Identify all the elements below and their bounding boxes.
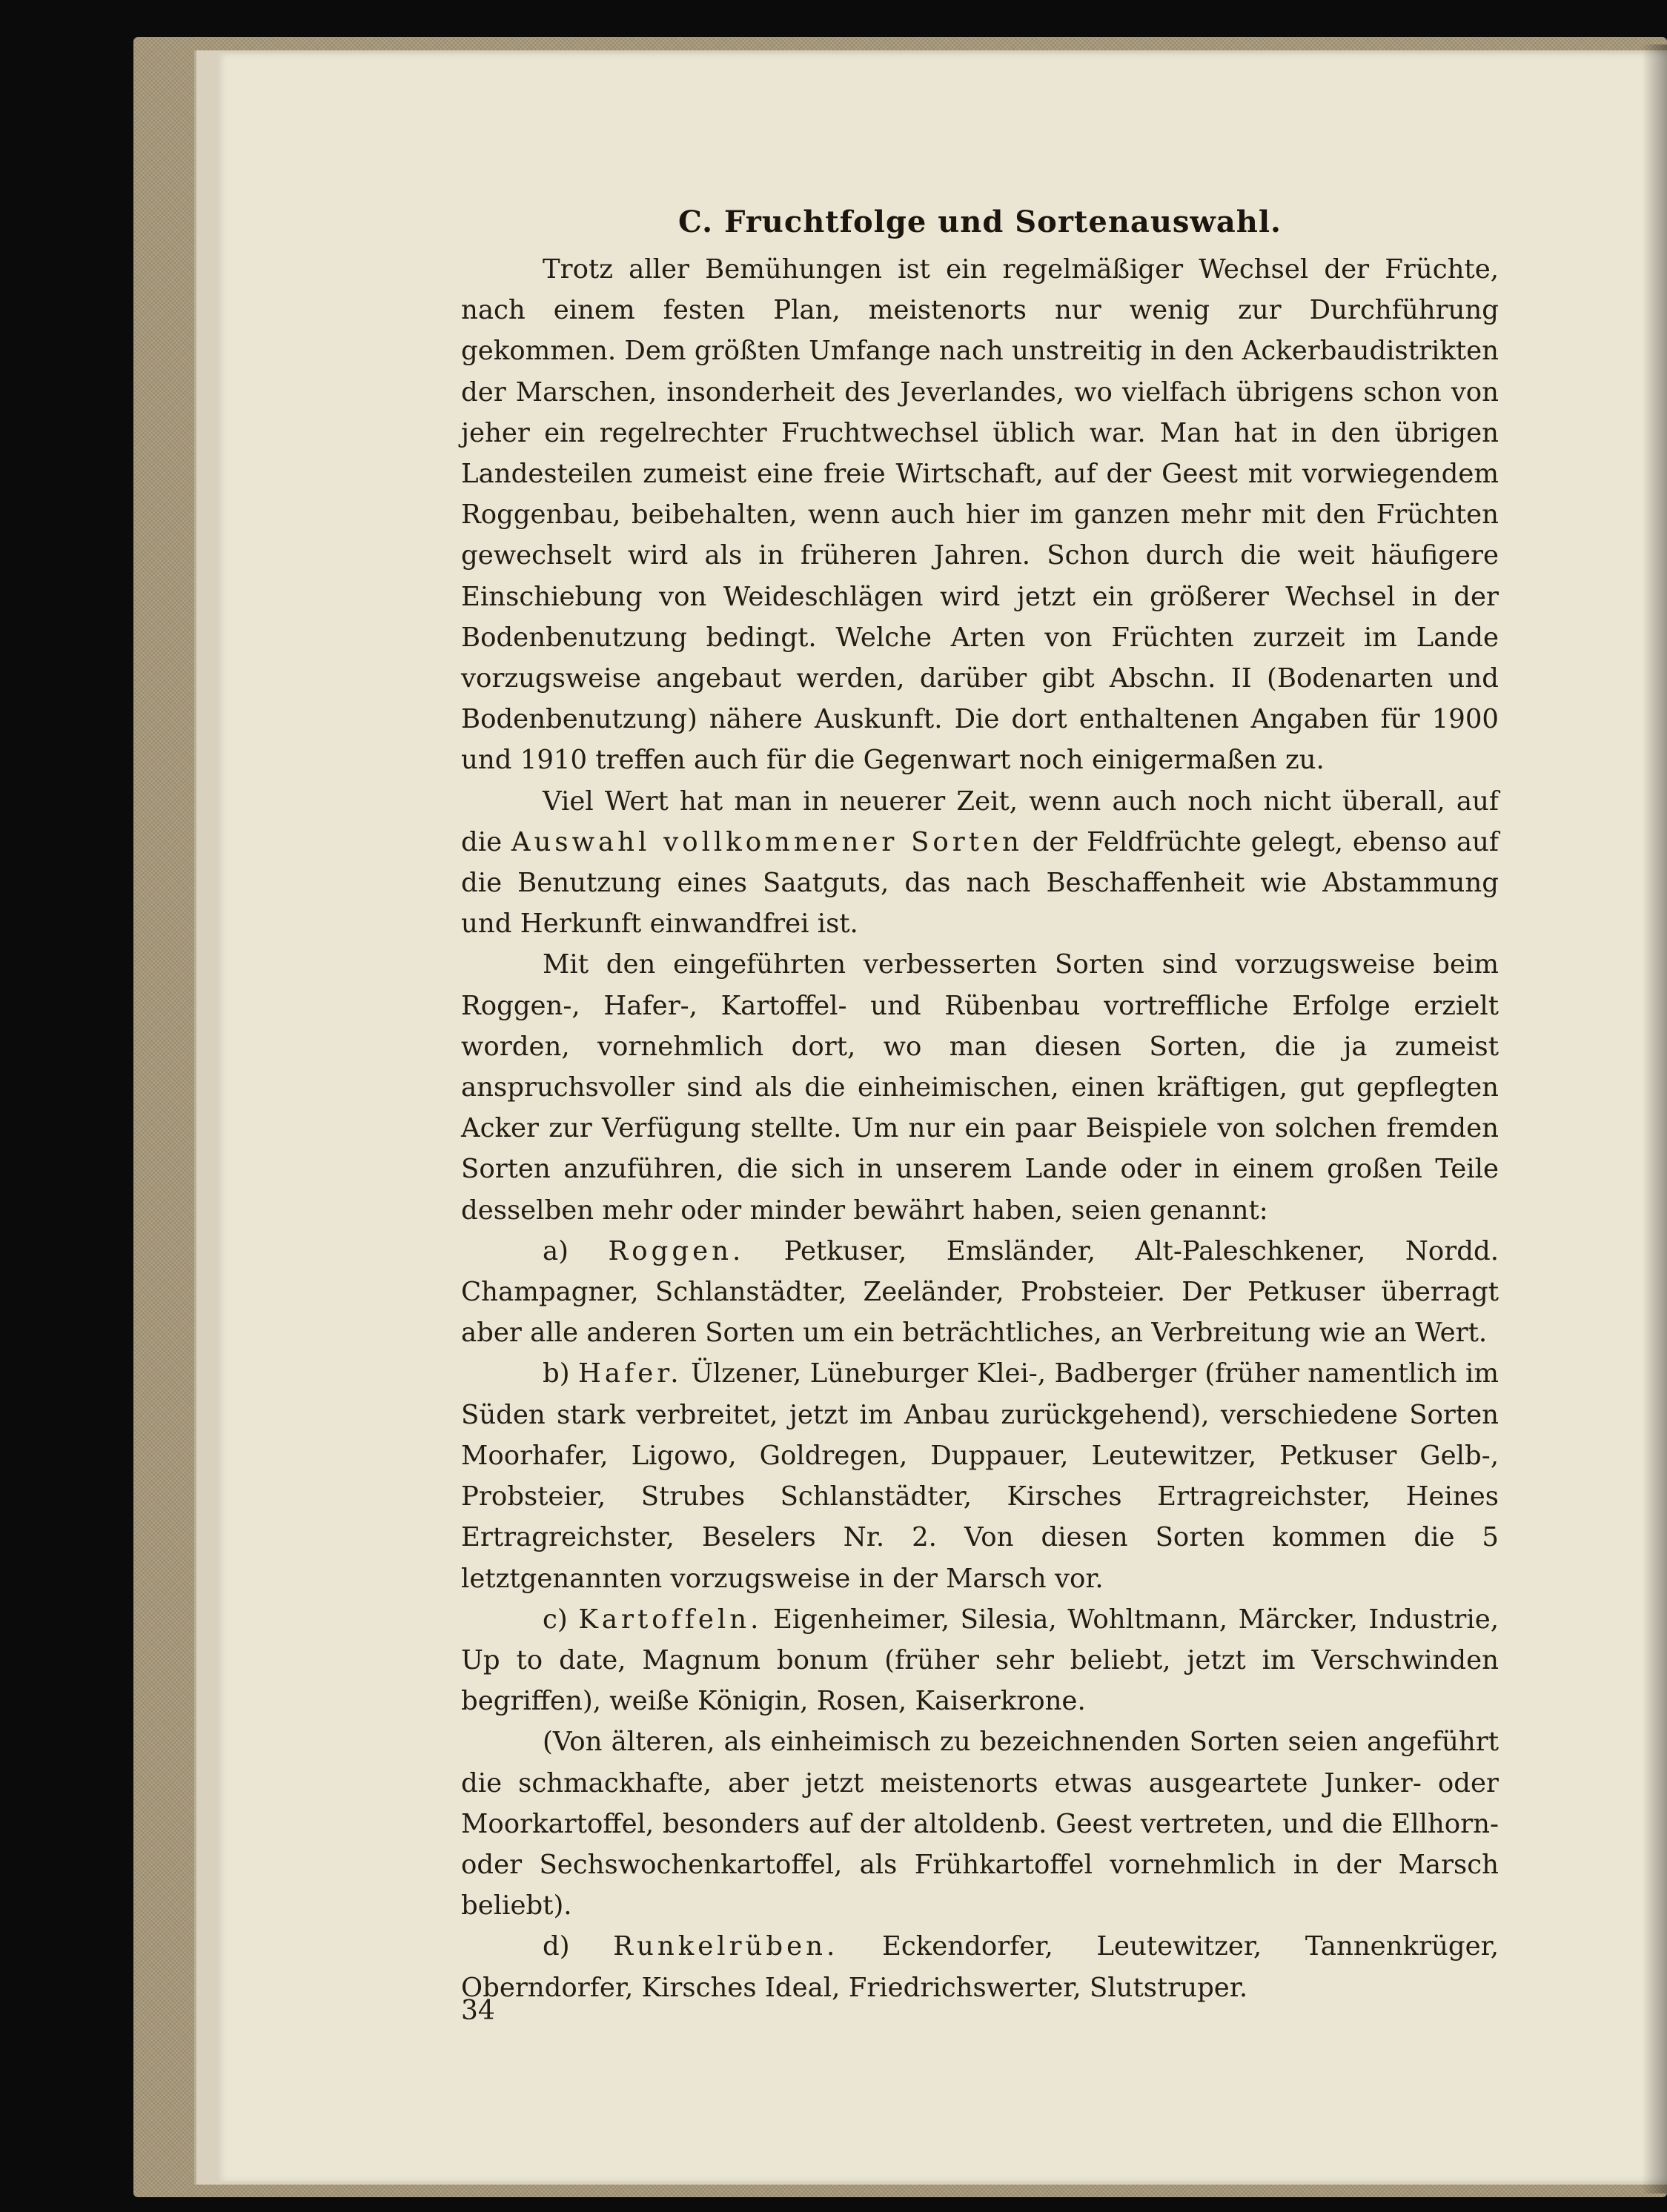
list-text: Eckendorfer, Leutewitzer, Tannenkrüger, Oberndorfer, Kirsches Ideal, Friedrichswerter, Slutstruper. [461,1931,1499,2003]
paragraph-erfolge [461,944,1499,1230]
paragraph-text: Trotz aller Bemühungen ist ein regelmäßiger Wechsel der Früchte, nach einem festen Plan, meistenorts nur wenig zur Durchführung gekommen. Dem größten Umfange nach unstreitig in den Ackerbaudistrikten der Marschen, insonderheit des Jeverlandes, wo vielfach übrigens schon von jeher ein regelrechter Fruchtwechsel üblich war. Man hat in den übrigen Landesteilen zumeist eine freie Wirtschaft, auf der Geest mit vorwiegendem Roggenbau, beibehalten, wenn auch hier im ganzen mehr mit den Früchten gewechselt wird als in früheren Jahren. Schon durch die weit häufigere Einschiebung von Weideschlägen wird jetzt ein größerer Wechsel in der Bodenbenutzung bedingt. Welche Arten von Früchten zurzeit im Lande vorzugsweise angebaut werden, darüber gibt Abschn. II (Bodenarten und Bodenbenutzung) nähere Auskunft. Die dort enthaltenen Angaben für 1900 und 1910 treffen auch für die Gegenwart noch einigermaßen zu. [461,254,1499,776]
list-term: Kartoffeln. [578,1604,763,1635]
list-term: Hafer. [577,1358,683,1389]
paragraph-text: Mit den eingeführten verbesserten Sorten sind vorzugsweise beim Roggen-, Hafer-, Kartoffel- und Rübenbau vortreffliche Erfolge erzielt worden, vornehmlich dort, wo man diesen Sorten, die ja zumeist anspruchsvoller sind als die einheimischen, einen kräftigen, gut gepflegten Acker zur Verfügung stellte. Um nur ein paar Beispiele von solchen fremden Sorten anzuführen, die sich in unserem Lande oder in einem großen Teile desselben mehr oder minder bewährt haben, seien genannt: [461,949,1499,1226]
page-shadow [1642,44,1667,2193]
paragraph-text: Viel Wert hat man in neuerer Zeit, wenn auch noch nicht überall, auf die [461,786,1499,857]
text-block [461,200,1499,2008]
list-marker: c) [543,1604,579,1635]
emphasized-text: Auswahl vollkommener Sorten [511,826,1023,857]
paragraph-aeltere-sorten [461,1721,1499,1926]
paragraph-text: der Feldfrüchte gelegt, ebenso auf die Benutzung eines Saatguts, das nach Beschaffenheit wie Abstammung und Herkunft einwandfrei ist. [461,826,1499,940]
list-text: Eigenheimer, Silesia, Wohltmann, Märcker, Industrie, Up to date, Magnum bonum (früher sehr beliebt, jetzt im Verschwinden begriffen), weiße Königin, Rosen, Kaiserkrone. [461,1604,1499,1717]
list-marker: d) [543,1931,614,1962]
list-marker: a) [543,1235,609,1266]
paragraph-fruchtfolge [461,249,1499,781]
paragraph-sortenauswahl [461,781,1499,945]
list-item-roggen [461,1231,1499,1354]
paragraph-text: (Von älteren, als einheimisch zu bezeichnenden Sorten seien angeführt die schmackhafte, aber jetzt meistenorts etwas ausgeartete Junker- oder Moorkartoffel, besonders auf der altoldenb. Geest vertreten, und die Ellhorn- oder Sechswochenkartoffel, als Frühkartoffel vornehmlich in der Marsch beliebt). [461,1727,1499,1922]
list-text: Petkuser, Emsländer, Alt-Paleschkener, Nordd. Champagner, Schlanstädter, Zeeländer, Probsteier. Der Petkuser überragt aber alle anderen Sorten um ein beträchtliches, an Verbreitung wie an Wert. [461,1235,1499,1349]
section-heading: C. Fruchtfolge und Sortenauswahl. [678,205,1282,239]
page-number: 34 [461,1996,495,2026]
list-item-kartoffeln [461,1599,1499,1722]
list-term: Runkelrüben. [613,1931,839,1962]
list-marker: b) [543,1358,578,1389]
list-item-hafer [461,1353,1499,1598]
list-text: Ülzener, Lüneburger Klei-, Badberger (früher namentlich im Süden stark verbreitet, jetzt im Anbau zurückgehend), verschiedene Sorten Moorhafer, Ligowo, Goldregen, Duppauer, Leutewitzer, Petkuser Gelb-, Probsteier, Strubes Schlanstädter, Kirsches Ertragreichster, Heines Ertragreichster, Beselers Nr. 2. Von diesen Sorten kommen die 5 letztgenannten vorzugsweise in der Marsch vor. [461,1358,1499,1594]
list-item-runkelrueben [461,1926,1499,2007]
list-term: Roggen. [608,1235,745,1266]
